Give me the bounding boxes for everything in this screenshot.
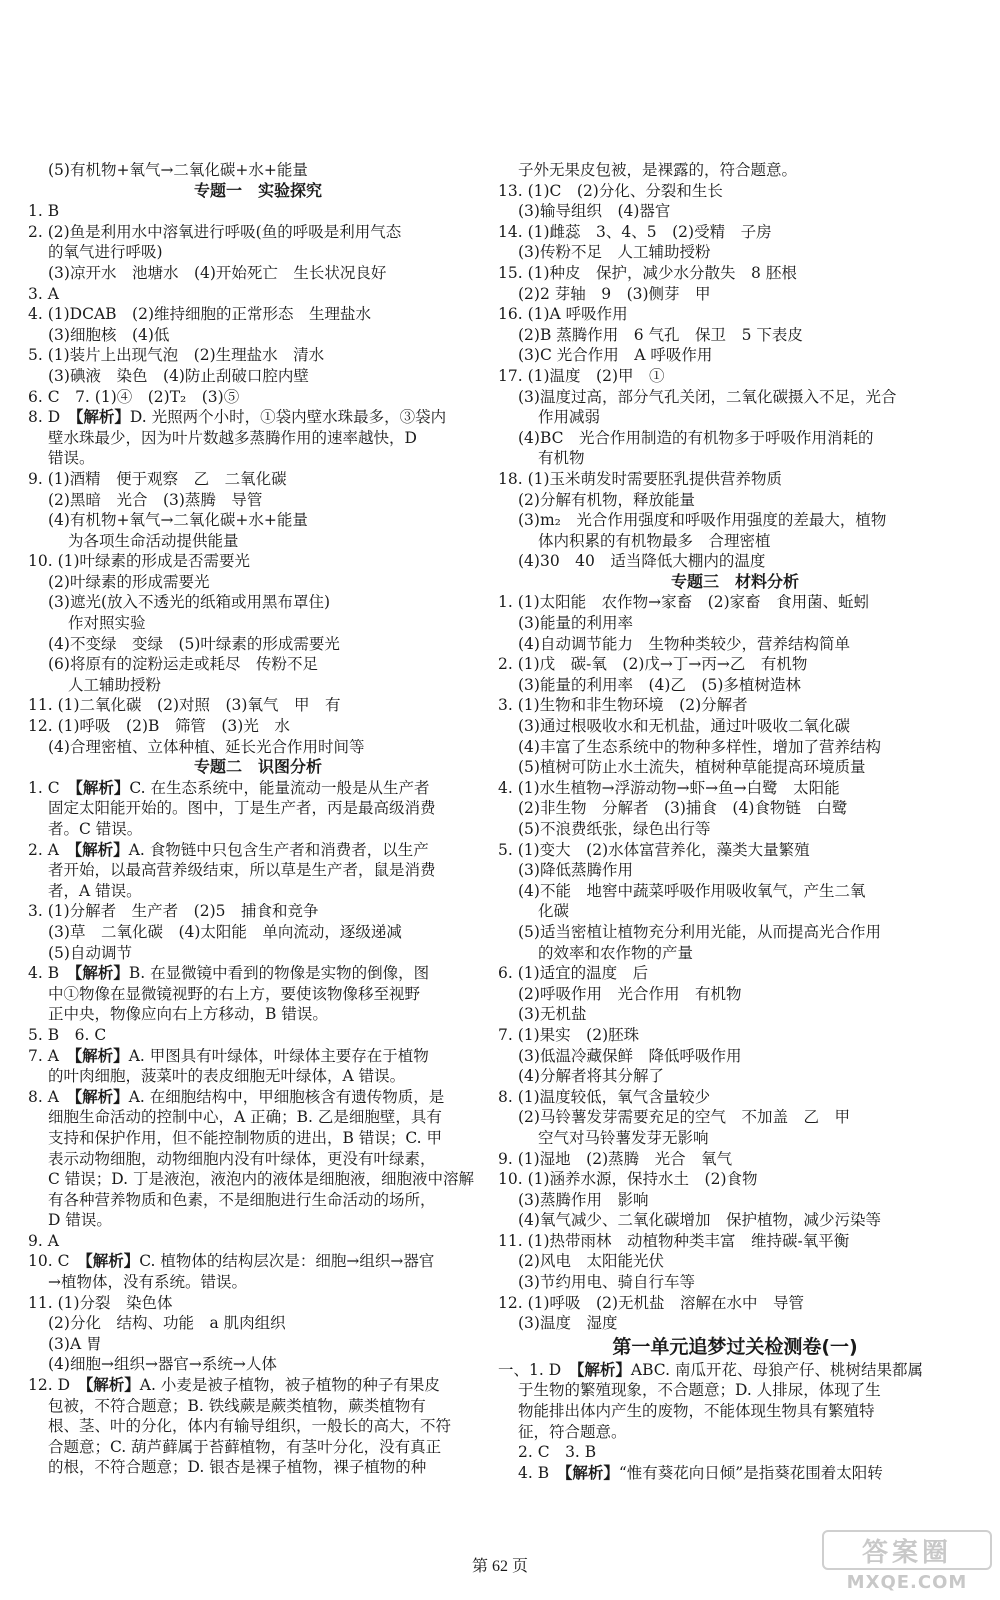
answer-line: (4)丰富了生态系统中的物种多样性，增加了营养结构 xyxy=(518,737,881,756)
answer-line: (2)B 蒸腾作用 6 气孔 保卫 5 下表皮 xyxy=(518,325,803,344)
answer-line: 表示动物细胞，动物细胞内没有叶绿体，更没有叶绿素， xyxy=(48,1149,436,1168)
answer-line: 8. A 【解析】A. 在细胞结构中，甲细胞核含有遗传物质，是 xyxy=(28,1086,445,1106)
answer-line: 10. C 【解析】C. 植物体的结构层次是：细胞→组织→器官 xyxy=(28,1251,435,1271)
answer-line: (4)有机物+氧气→二氧化碳+水+能量 xyxy=(48,511,308,530)
answer-line: (3)细胞核 (4)低 xyxy=(48,325,170,344)
answer-line: 4. (1)水生植物→浮游动物→虾→鱼→白鹭 太阳能 xyxy=(498,778,840,797)
answer-line: (5)不浪费纸张，绿色出行等 xyxy=(518,820,711,838)
answer-line: 的效率和农作物的产量 xyxy=(538,943,694,962)
left-column xyxy=(28,160,488,1478)
answer-line: (2)分解有机物，释放能量 xyxy=(518,490,695,509)
answer-line: 作用减弱 xyxy=(538,408,601,427)
answer-line: 5. B 6. C xyxy=(28,1025,107,1044)
right-column xyxy=(498,160,972,1483)
answer-line: (3)温度 湿度 xyxy=(518,1314,618,1333)
answer-line: (5)适当密植让植物充分利用光能，从而提高光合作用 xyxy=(518,922,881,941)
answer-line: →植物体，没有系统。错误。 xyxy=(48,1273,247,1292)
answer-line: 12. (1)呼吸 (2)B 筛管 (3)光 水 xyxy=(28,717,290,736)
answer-line: (2)呼吸作用 光合作用 有机物 xyxy=(518,984,742,1003)
answer-line: (3)A 胃 xyxy=(48,1334,102,1353)
analysis-marker: 【解析】 xyxy=(576,1359,631,1379)
answer-line: 固定太阳能开始的。图中，丁是生产者，丙是最高级消费 xyxy=(48,799,436,818)
watermark-logo: 答案圈 xyxy=(822,1530,992,1570)
answer-line: (3)无机盐 xyxy=(518,1005,587,1024)
answer-line: 11. (1)二氧化碳 (2)对照 (3)氧气 甲 有 xyxy=(28,696,341,715)
answer-line: 13. (1)C (2)分化、分裂和生长 xyxy=(498,181,723,200)
answer-line: 根、茎、叶的分化，体内有输导组织，一般长的高大，不符 xyxy=(48,1417,452,1436)
answer-line: 的叶肉细胞，菠菜叶的表皮细胞无叶绿体，A 错误。 xyxy=(48,1067,406,1086)
answer-line: (5)有机物+氧气→二氧化碳+水+能量 xyxy=(48,161,308,179)
answer-line: 者，A 错误。 xyxy=(48,881,142,900)
answer-line: (4)分解者将其分解了 xyxy=(518,1067,664,1086)
answer-line: (2)非生物 分解者 (3)捕食 (4)食物链 白鹭 xyxy=(518,799,848,818)
answer-line: 2. C 3. B xyxy=(518,1443,597,1462)
answer-line: (4)BC 光合作用制造的有机物多于呼吸作用消耗的 xyxy=(518,428,874,447)
answer-line: (3)输导组织 (4)器官 xyxy=(518,202,671,221)
answer-line: (2)风电 太阳能光伏 xyxy=(518,1252,664,1271)
answer-line: (4)不能 地窖中蔬菜呼吸作用吸收氧气，产生二氧 xyxy=(518,881,866,900)
answer-line: (4)30 40 适当降低大棚内的温度 xyxy=(518,552,766,571)
answer-line: (3)草 二氧化碳 (4)太阳能 单向流动，逐级递减 xyxy=(48,922,402,941)
answer-line: (5)自动调节 xyxy=(48,943,132,962)
answer-line: 有各种营养物质和色素，不是细胞进行生命活动的场所， xyxy=(48,1190,436,1209)
answer-line: 1. (1)太阳能 农作物→家畜 (2)家畜 食用菌、蚯蚓 xyxy=(498,593,870,612)
answer-line: 4. B 【解析】B. 在显微镜中看到的物像是实物的倒像，图 xyxy=(28,963,430,983)
answer-line: 征，符合题意。 xyxy=(518,1422,627,1441)
answer-line: 6. C 7. (1)④ (2)T₂ (3)⑤ xyxy=(28,387,240,406)
answer-line: (3)通过根吸收水和无机盐，通过叶吸收二氧化碳 xyxy=(518,717,850,736)
answer-line: 2. (2)鱼是利用水中溶氧进行呼吸(鱼的呼吸是利用气态 xyxy=(28,222,402,241)
answer-line: (2)分化 结构、功能 a 肌肉组织 xyxy=(48,1314,286,1333)
answer-line: 壁水珠最少，因为叶片数越多蒸腾作用的速率越快，D xyxy=(48,428,417,447)
answer-line: 的根，不符合题意；D. 银杏是裸子植物，裸子植物的种 xyxy=(48,1458,427,1477)
analysis-marker: 【解析】 xyxy=(74,839,129,859)
analysis-marker: 【解析】 xyxy=(564,1462,619,1482)
answer-line: 者。C 错误。 xyxy=(48,820,143,838)
answer-line: (4)氧气减少、二氧化碳增加 保护植物，减少污染等 xyxy=(518,1211,881,1230)
answer-line: 16. (1)A 呼吸作用 xyxy=(498,305,628,324)
answer-line: 作对照实验 xyxy=(68,614,146,633)
answer-line: 体内积累的有机物最多 合理密植 xyxy=(538,531,771,550)
answer-line: 7. (1)果实 (2)胚珠 xyxy=(498,1025,640,1044)
answer-line: 8. (1)温度较低，氧气含量较少 xyxy=(498,1087,711,1106)
answer-line: (3)遮光(放入不透光的纸箱或用黑布罩住) xyxy=(48,593,331,612)
answer-line: (3)降低蒸腾作用 xyxy=(518,861,633,880)
answer-line: 4. (1)DCAB (2)维持细胞的正常形态 生理盐水 xyxy=(28,305,371,324)
answer-line: 支持和保护作用，但不能控制物质的进出，B 错误；C. 甲 xyxy=(48,1128,442,1147)
answer-line: (3)低温冷藏保鲜 降低呼吸作用 xyxy=(518,1046,742,1065)
answer-line: (3)蒸腾作用 影响 xyxy=(518,1190,649,1209)
answer-line: 5. (1)装片上出现气泡 (2)生理盐水 清水 xyxy=(28,346,325,365)
analysis-marker: 【解析】 xyxy=(74,963,129,983)
answer-line: 者开始，以最高营养级结束，所以草是生产者，鼠是消费 xyxy=(48,861,436,880)
answer-line: 子外无果皮包被，是裸露的，符合题意。 xyxy=(518,161,798,179)
answer-line: 9. A xyxy=(28,1231,59,1250)
answer-line: 物能排出体内产生的废物，不能体现生物具有繁殖特 xyxy=(518,1402,875,1421)
answer-line: 3. (1)生物和非生物环境 (2)分解者 xyxy=(498,696,748,715)
answer-line: (3)节约用电、骑自行车等 xyxy=(518,1273,695,1292)
answer-line: C 错误；D. 丁是液泡，液泡内的液体是细胞液，细胞液中溶解 xyxy=(48,1170,475,1189)
answer-line: 错误。 xyxy=(48,449,95,468)
answer-line: 9. (1)酒精 便于观察 乙 二氧化碳 xyxy=(28,469,287,488)
section-heading: 专题三 材料分析 xyxy=(670,571,799,591)
answer-line: 合题意；C. 葫芦藓属于苔藓植物，有茎叶分化，没有真正 xyxy=(48,1437,442,1456)
analysis-marker: 【解析】 xyxy=(84,1251,140,1271)
answer-line: 14. (1)雌蕊 3、4、5 (2)受精 子房 xyxy=(498,222,772,241)
answer-line: 人工辅助授粉 xyxy=(68,675,162,694)
analysis-marker: 【解析】 xyxy=(74,1086,129,1106)
answer-line: (2)黑暗 光合 (3)蒸腾 导管 xyxy=(48,490,263,509)
answer-line: 11. (1)热带雨林 动植物种类丰富 维持碳-氧平衡 xyxy=(498,1231,850,1250)
answer-line: (3)能量的利用率 xyxy=(518,614,633,633)
answer-line: 4. B 【解析】“惟有葵花向日倾”是指葵花围着太阳转 xyxy=(518,1462,883,1482)
answer-line: 18. (1)玉米萌发时需要胚乳提供营养物质 xyxy=(498,469,783,488)
answer-line: 6. (1)适宜的温度 后 xyxy=(498,964,649,983)
answer-line: (3)碘液 染色 (4)防止刮破口腔内壁 xyxy=(48,366,309,385)
answer-line: 空气对马铃薯发芽无影响 xyxy=(538,1128,709,1147)
section-heading: 专题一 实验探究 xyxy=(193,180,322,200)
answer-line: 12. (1)呼吸 (2)无机盐 溶解在水中 导管 xyxy=(498,1293,804,1312)
answer-line: (2)马铃薯发芽需要充足的空气 不加盖 乙 甲 xyxy=(518,1108,850,1127)
answer-line: (4)自动调节能力 生物种类较少，营养结构简单 xyxy=(518,634,850,653)
answer-line: 的氧气进行呼吸) xyxy=(48,243,163,262)
answer-line: 8. D 【解析】D. 光照两个小时，①袋内壁水珠最多，③袋内 xyxy=(28,407,447,427)
section-heading: 专题二 识图分析 xyxy=(193,757,322,777)
answer-line: (3)传粉不足 人工辅助授粉 xyxy=(518,243,711,262)
answer-line: 为各项生命活动提供能量 xyxy=(68,531,239,550)
answer-line: 12. D 【解析】A. 小麦是被子植物，被子植物的种子有果皮 xyxy=(28,1375,440,1395)
answer-line: 3. A xyxy=(28,284,59,303)
watermark-url: MXQE.COM xyxy=(846,1572,968,1593)
answer-line: (5)植树可防止水土流失，植树种草能提高环境质量 xyxy=(518,758,866,777)
answer-line: 1. C 【解析】C. 在生态系统中，能量流动一般是从生产者 xyxy=(28,777,430,797)
analysis-marker: 【解析】 xyxy=(75,407,130,427)
answer-line: 10. (1)叶绿素的形成是否需要光 xyxy=(28,552,251,571)
answer-line: 细胞生命活动的控制中心，A 正确；B. 乙是细胞壁，具有 xyxy=(48,1108,442,1127)
analysis-marker: 【解析】 xyxy=(75,777,130,797)
answer-line: D 错误。 xyxy=(48,1211,112,1230)
answer-line: (2)叶绿素的形成需要光 xyxy=(48,572,210,591)
answer-line: 15. (1)种皮 保护，减少水分散失 8 胚根 xyxy=(498,263,797,282)
answer-line: 正中央，物像应向右上方移动，B 错误。 xyxy=(48,1005,328,1024)
answer-line: (4)细胞→组织→器官→系统→人体 xyxy=(48,1355,277,1374)
answer-line: 5. (1)变大 (2)水体富营养化，藻类大量繁殖 xyxy=(498,840,810,859)
analysis-marker: 【解析】 xyxy=(85,1375,140,1395)
answer-line: 于生物的繁殖现象，不合题意；D. 人排尿，体现了生 xyxy=(518,1381,881,1400)
answer-line: 化碳 xyxy=(538,902,570,921)
answer-line: 9. (1)湿地 (2)蒸腾 光合 氧气 xyxy=(498,1149,733,1168)
answer-line: 有机物 xyxy=(538,449,585,468)
answer-line: (3)C 光合作用 A 呼吸作用 xyxy=(518,346,713,365)
answer-line: (3)凉开水 池塘水 (4)开始死亡 生长状况良好 xyxy=(48,263,387,282)
answer-line: 1. B xyxy=(28,202,60,221)
answer-line: 3. (1)分解者 生产者 (2)5 捕食和竞争 xyxy=(28,902,319,921)
answer-line: (6)将原有的淀粉运走或耗尽 传粉不足 xyxy=(48,655,318,674)
answer-line: (3)能量的利用率 (4)乙 (5)多植树造林 xyxy=(518,675,801,694)
answer-line: 17. (1)温度 (2)甲 ① xyxy=(498,366,665,385)
answer-line: 2. A 【解析】A. 食物链中只包含生产者和消费者，以生产 xyxy=(28,839,429,859)
answer-line: (2)2 芽轴 9 (3)侧芽 甲 xyxy=(518,284,711,303)
answer-line: (4)不变绿 变绿 (5)叶绿素的形成需要光 xyxy=(48,634,340,653)
page-number: 第 62 页 xyxy=(471,1558,528,1575)
answer-line: 包被，不符合题意；B. 铁线蕨是蕨类植物，蕨类植物有 xyxy=(48,1396,426,1415)
answer-line: 11. (1)分裂 染色体 xyxy=(28,1293,173,1312)
section-heading: 第一单元追梦过关检测卷(一) xyxy=(612,1335,858,1358)
analysis-marker: 【解析】 xyxy=(74,1045,129,1065)
answer-line: (3)温度过高，部分气孔关闭，二氧化碳摄入不足，光合 xyxy=(518,387,897,406)
answer-line: 10. (1)涵养水源，保持水土 (2)食物 xyxy=(498,1170,758,1189)
answer-line: (4)合理密植、立体种植、延长光合作用时间等 xyxy=(48,737,365,756)
answer-line: 2. (1)戊 碳-氧 (2)戊→丁→丙→乙 有机物 xyxy=(498,655,808,674)
watermark xyxy=(822,1528,992,1594)
answer-line: (3)m₂ 光合作用强度和呼吸作用强度的差最大，植物 xyxy=(518,511,887,530)
answer-line: 7. A 【解析】A. 甲图具有叶绿体，叶绿体主要存在于植物 xyxy=(28,1045,429,1065)
answer-line: 一、1. D 【解析】ABC. 南瓜开花、母狼产仔、桃树结果都属 xyxy=(498,1359,923,1379)
answer-line: 中①物像在显微镜视野的右上方，要使该物像移至视野 xyxy=(48,984,421,1003)
